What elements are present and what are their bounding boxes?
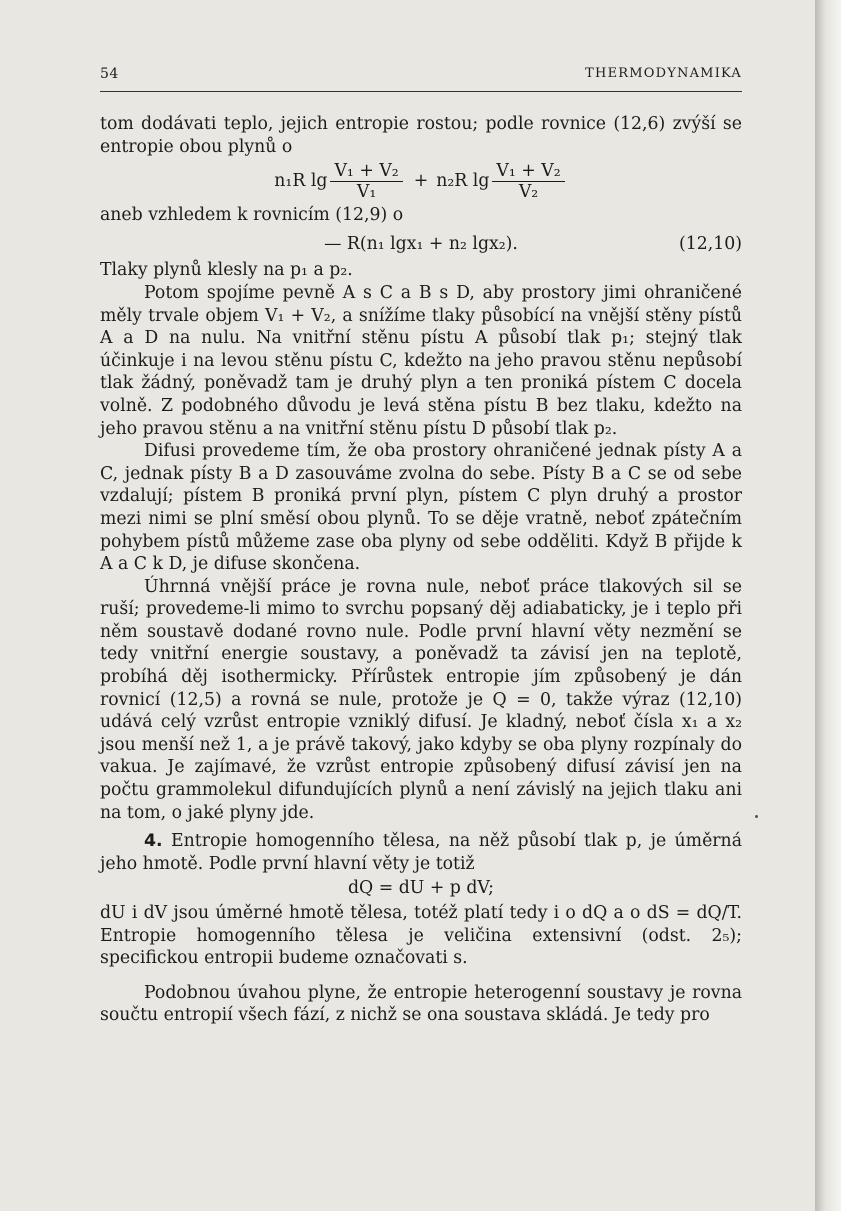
- eq2-expression: — R(n₁ lgx₁ + n₂ lgx₂).: [324, 233, 518, 254]
- equation-12-10: [100, 233, 742, 256]
- paragraph-5: Difusi provedeme tím, že oba prostory ohraničené jednak písty A a C, jednak písty B a D zasouváme zvolna do sebe. Písty B a C se od sebe vzdalují; pístem B proniká první plyn, pístem C plyn druhý a prostor mezi nimi se plní směsí obou plynů. To se děje vratně, neboť zpátečním pohybem pístů můžeme zase oba plyny od sebe odděliti. Když B přijde k A a C k D, je difuse skončena.: [100, 441, 742, 575]
- eq1-fraction-2-numerator: V₁ + V₂: [492, 161, 564, 182]
- paragraph-2: aneb vzhledem k rovnicím (12,9) o: [100, 205, 404, 226]
- eq1-fraction-2-denominator: V₂: [518, 181, 539, 202]
- eq1-term1-coef: n₁R lg: [274, 170, 328, 191]
- running-title: THERMODYNAMIKA: [585, 66, 742, 81]
- paragraph-8: dU i dV jsou úměrné hmotě tělesa, totéž platí tedy i o dQ a o dS = dQ/T. Entropie homogenního tělesa je veličina extensivní (odst. 2₅); specifickou entropii budeme označovati s.: [100, 903, 742, 969]
- paragraph-3: Tlaky plynů klesly na p₁ a p₂.: [100, 260, 353, 281]
- page-body: [100, 113, 742, 1027]
- eq1-plus: +: [413, 170, 429, 191]
- page-number: 54: [100, 66, 119, 82]
- paragraph-6: Úhrnná vnější práce je rovna nule, neboť práce tlakových sil se ruší; provedeme-li mimo to svrchu popsaný děj adiabaticky, je i teplo při něm soustavě dodané rovno nule. Podle první hlavní věty nezmění se tedy vnitřní energie soustavy, a poněvadž ta závisí jen na teplotě, probíhá děj isothermicky. Přírůstek entropie jím způsobený je dán rovnicí (12,5) a rovná se nule, protože je Q = 0, takže výraz (12,10) udává celý vzrůst entropie vzniklý difusí. Je kladný, neboť čísla x₁ a x₂ jsou menší než 1, a je právě takový, jako kdyby se oba plyny rozpínaly do vakua. Je zajímavé, že vzrůst entropie způsobený difusí závisí jen na počtu grammolekul difundujících plynů a není závislý na jejich tlaku ani na tom, o jaké plyny jde.: [100, 576, 742, 823]
- eq1-fraction-1-numerator: V₁ + V₂: [330, 161, 402, 182]
- header-rule: [100, 91, 742, 92]
- section-4-text: Entropie homogenního tělesa, na něž působí tlak p, je úměrná jeho hmotě. Podle první hlavní věty je totiž: [100, 831, 742, 874]
- eq2-number: (12,10): [679, 233, 742, 254]
- eq1-fraction-2: [492, 161, 564, 202]
- eq1-fraction-1-denominator: V₁: [356, 181, 377, 202]
- page-header: [100, 66, 742, 86]
- eq1-fraction-1: [330, 161, 402, 202]
- section-number: 4.: [144, 831, 163, 852]
- eq1-term2-coef: n₂R lg: [436, 170, 490, 191]
- paragraph-4: Potom spojíme pevně A s C a B s D, aby prostory jimi ohraničené měly trvale objem V₁ + V₂, a snížíme tlaky působící na vnější stěny pístů A a D na nulu. Na vnitřní stěnu pístu A působí tlak p₁; stejný tlak účinkuje i na levou stěnu pístu C, kdežto na jeho pravou stěnu nepůsobí tlak žádný, poněvadž tam je druhý plyn a ten proniká pístem C docela volně. Z podobného důvodu je levá stěna pístu B bez tlaku, kdežto na jeho pravou stěnu a na vnitřní stěnu pístu D působí tlak p₂.: [100, 282, 742, 439]
- equation-first-law: dQ = dU + p dV;: [348, 878, 494, 899]
- book-spine-shadow: [815, 0, 841, 1211]
- paragraph-1: tom dodávati teplo, jejich entropie rostou; podle rovnice (12,6) zvýší se entropie obou plynů o: [100, 114, 742, 157]
- equation-entropy-increase: [100, 158, 742, 204]
- paragraph-section-4: [100, 830, 742, 875]
- print-speck: [755, 815, 758, 818]
- paragraph-9: Podobnou úvahou plyne, že entropie heterogenní soustavy je rovna součtu entropií všech fází, z nichž se ona soustava skládá. Je tedy pro: [100, 982, 742, 1026]
